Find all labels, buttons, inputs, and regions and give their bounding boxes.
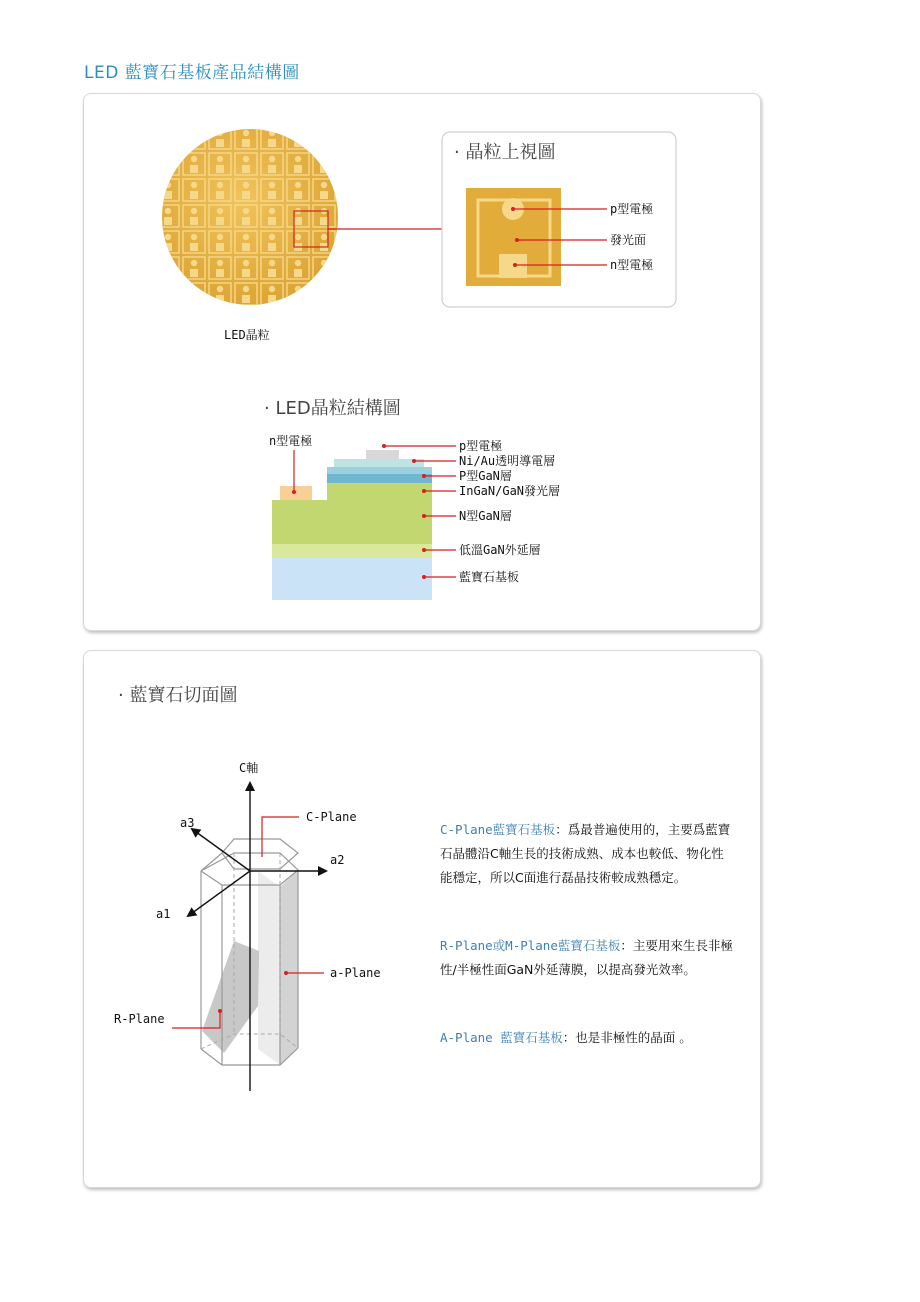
description-text: ：主要用來生長非極性/半極性面GaN外延薄膜，以提高發光效率。: [440, 938, 733, 977]
crystal-title: · 藍寶石切面圖: [118, 685, 238, 706]
wafer-caption: LED晶粒: [224, 328, 270, 342]
a1-axis-arrow: [188, 871, 250, 916]
label-emitting-face: 發光面: [610, 233, 647, 247]
structure-layer-label: Ni/Au透明導電層: [459, 454, 556, 468]
topview-title: · 晶粒上視圖: [454, 142, 556, 163]
description-label: A-Plane 藍寶石基板: [440, 1030, 563, 1045]
description-label: C-Plane藍寶石基板: [440, 822, 556, 837]
description-c-plane: [440, 818, 736, 890]
label-r-plane: R-Plane: [114, 1012, 165, 1026]
structure-panel: [83, 93, 761, 631]
led-structure-image: [272, 450, 432, 600]
structure-layer-label: N型GaN層: [459, 509, 512, 523]
structure-layer-label: 藍寶石基板: [459, 570, 520, 584]
structure-layer-label: InGaN/GaN發光層: [459, 484, 561, 498]
structure-layer-label: P型GaN層: [459, 469, 512, 483]
page-title: LED 藍寶石基板產品結構圖: [84, 63, 300, 83]
label-structure-n-electrode: n型電極: [269, 434, 313, 448]
label-p-electrode: p型電極: [610, 202, 654, 216]
label-n-electrode: n型電極: [610, 258, 654, 272]
label-a3: a3: [180, 816, 195, 830]
label-c-axis: C軸: [239, 761, 259, 775]
description-text: ：爲最普遍使用的，主要爲藍寶石晶體沿C軸生長的技術成熟、成本也較低、物化性能穩定，所以C面進行磊晶技術較成熟穩定。: [440, 822, 731, 885]
description-a-plane: [440, 1026, 736, 1050]
description-text: ：也是非極性的晶面 。: [562, 1030, 692, 1045]
chip-topview-image: [466, 188, 561, 286]
label-a2: a2: [330, 853, 345, 867]
a3-axis-arrow: [192, 829, 250, 871]
description-label: R-Plane或M-Plane藍寶石基板: [440, 938, 621, 953]
structure-title: · LED晶粒結構圖: [264, 398, 401, 419]
structure-layer-label: 低溫GaN外延層: [459, 543, 541, 557]
crystal-figure: [84, 651, 760, 1187]
description-r-plane: [440, 934, 736, 982]
crystal-panel: [83, 650, 761, 1188]
label-c-plane: C-Plane: [306, 810, 357, 824]
structure-layer-label: p型電極: [459, 439, 503, 453]
wafer-structure-figure: [84, 94, 760, 630]
label-a1: a1: [156, 907, 171, 921]
label-a-plane: a-Plane: [330, 966, 381, 980]
